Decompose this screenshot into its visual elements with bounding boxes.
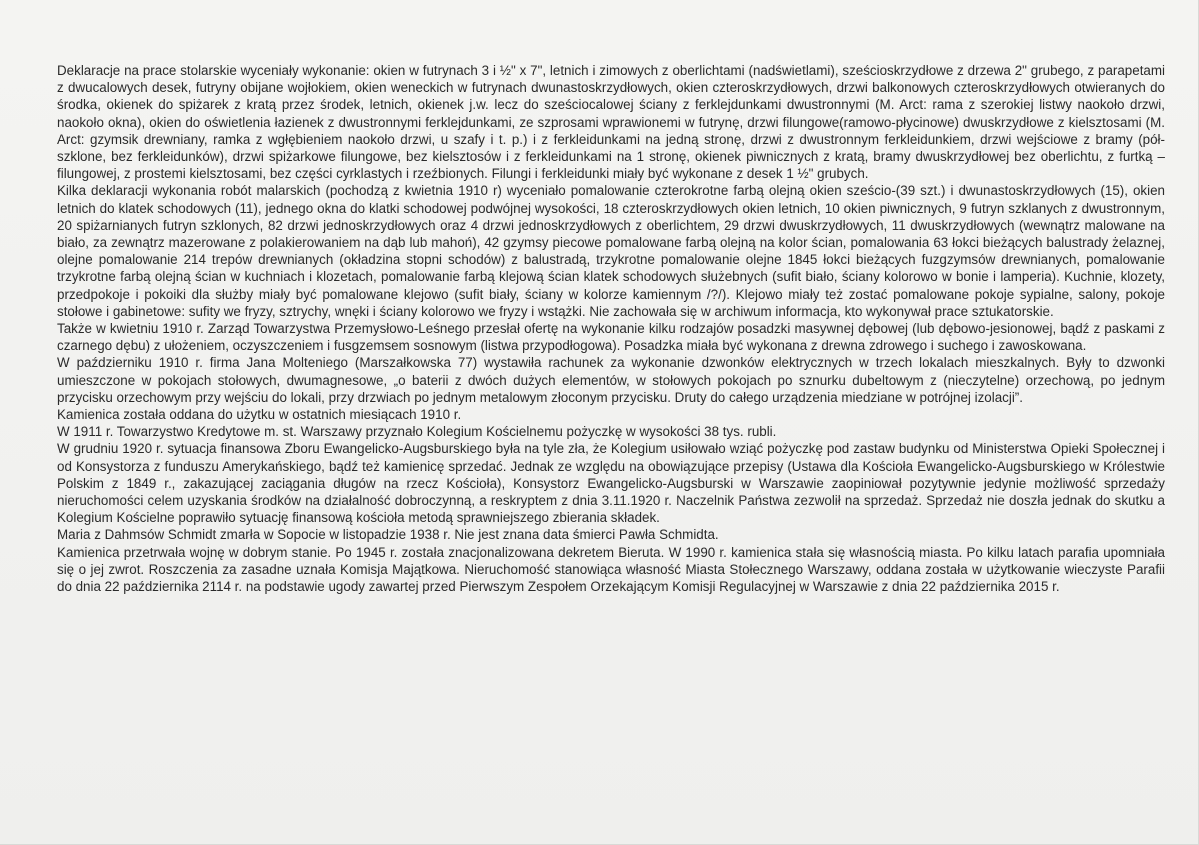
document-body — [57, 62, 1165, 595]
paragraph-painting: Kilka deklaracji wykonania robót malarskich (pochodzą z kwietnia 1910 r) wyceniało pomalowanie czterokrotne farbą olejną okien sześcio-(39 szt.) i dwunastoskrzydłowych (15), okien letnich do klatek schodowych (11), jednego okna do klatki schodowej podwójnej wysokości, 18 czteroskrzydłowych okien letnich, 10 okien piwnicznych, 9 futryn szklanych z dwustronnym, 20 spiżarnianych futryn szklonych, 82 drzwi jednoskrzydłowych oraz 4 drzwi jednoskrzydłowych z oberlichtem, 29 drzwi dwuskrzydłowych, 11 dwuskrzydłowych (wewnątrz malowane na biało, za zewnątrz mazerowane z polakierowaniem na dąb lub mahoń), 42 gzymsy piecowe pomalowane farbą olejną na kolor ścian, pomalowania 63 łokci bieżących balustrady żelaznej, olejne pomalowanie 214 trepów drewnianych (okładzina stopni schodów) z balustradą, trzykrotne pomalowanie olejne 1845 łokci bieżących fuzgzymsów drewnianych, pomalowanie trzykrotne farbą olejną ścian w kuchniach i klozetach, pomalowanie farbą klejową ścian klatek schodowych służebnych (sufit biało, ściany kolorowo w bonie i lamperia). Kuchnie, klozety, przedpokoje i pokoiki dla służby miały być pomalowane klejowo (sufit biały, ściany w kolorze kamiennym /?/). Klejowo miały też zostać pomalowane pokoje sypialne, salony, pokoje stołowe i gabinetowe: sufity we fryzy, sztrychy, wnęki i ściany kolorowo we fryzy i wstążki. Nie zachowała się w archiwum informacja, kto wykonywał prace sztukatorskie. — [57, 183, 1165, 319]
paragraph-electric-bells: W październiku 1910 r. firma Jana Molteniego (Marszałkowska 77) wystawiła rachunek za wykonanie dzwonków elektrycznych w trzech lokalach mieszkalnych. Były to dzwonki umieszczone w pokojach stołowych, dwumagnesowe, „o baterii z dwóch dużych elementów, w stołowych pokojach po sznurku dubeltowym z (nieczytelne) orzechową, po jednym przycisku orzechowym przy wejściu do lokali, przy drzwiach po jednym metalowym złoconym przycisku. Druty do całego urządzenia miedziane w potrójnej izolacji”. — [57, 355, 1165, 405]
paragraph-schmidt: Maria z Dahmsów Schmidt zmarła w Sopocie w listopadzie 1938 r. Nie jest znana data śmierci Pawła Schmidta. — [57, 527, 719, 543]
paragraph-finances-1920: W grudniu 1920 r. sytuacja finansowa Zboru Ewangelicko-Augsburskiego była na tyle zła, że Kolegium usiłowało wziąć pożyczkę pod zastaw budynku od Ministerstwa Opieki Społecznej i od Konsystorza z funduszu Amerykańskiego, bądź też kamienicę sprzedać. Jednak ze względu na obowiązujące przepisy (Ustawa dla Kościoła Ewangelicko-Augsburskiego w Królestwie Polskim z 1849 r., zakazującej zaciągania długów na rzecz Kościoła), Konsystorz Ewangelicko-Augsburski w Warszawie zaopiniował pozytywnie jedynie możliwość sprzedaży nieruchomości celem uzyskania środków na działalność dobroczynną, a reskryptem z dnia 3.11.1920 r. Naczelnik Państwa zezwolił na sprzedaż. Sprzedaż nie doszła jednak do skutku a Kolegium Kościelne poprawiło sytuację finansową kościoła metodą sprawniejszego zbierania składek. — [57, 441, 1165, 526]
paragraph-loan-1911: W 1911 r. Towarzystwo Kredytowe m. st. Warszawy przyznało Kolegium Kościelnemu pożyczkę w wysokości 38 tys. rubli. — [57, 424, 777, 440]
paragraph-flooring: Także w kwietniu 1910 r. Zarząd Towarzystwa Przemysłowo-Leśnego przesłał ofertę na wykonanie kilku rodzajów posadzki masywnej dębowej (lub dębowo-jesionowej, bądź z paskami z czarnego dębu) z ułożeniem, oczyszczeniem i fusgzemsem sosnowym (listwa przypodłogowa). Posadzka miała być wykonana z drewna zdrowego i suchego i zawoskowana. — [57, 321, 1165, 354]
paragraph-completion: Kamienica została oddana do użytku w ostatnich miesiącach 1910 r. — [57, 407, 462, 423]
paragraph-postwar: Kamienica przetrwała wojnę w dobrym stanie. Po 1945 r. została znacjonalizowana dekretem Bieruta. W 1990 r. kamienica stała się własnością miasta. Po kilku latach parafia upomniała się o jej zwrot. Roszczenia za zasadne uznała Komisja Majątkowa. Nieruchomość stanowiąca własność Miasta Stołecznego Warszawy, oddana została w użytkowanie wieczyste Parafii do dnia 22 października 2114 r. na podstawie ugody zawartej przed Pierwszym Zespołem Orzekającym Komisji Regulacyjnej w Warszawie z dnia 22 października 2015 r. — [57, 544, 1165, 595]
paragraph-carpentry: Deklaracje na prace stolarskie wyceniały wykonanie: okien w futrynach 3 i ½" x 7", letnich i zimowych z oberlichtami (nadświetlami), sześcioskrzydłowe z drzewa 2" grubego, z parapetami z dwucalowych desek, futryny obijane wojłokiem, okien weneckich w futrynach dwunastoskrzydłowych, okien czteroskrzydłowych, drzwi balkonowych czteroskrzydłowych otwieranych do środka, okienek do spiżarek z kratą przez środek, letnich, okienek j.w. lecz do sześciocalowej ściany z ferklejdunkami dwustronnymi (M. Arct: rama z szerokiej listwy naokoło drzwi, naokoło okna), okien do oświetlenia łazienek z dwustronnymi ferklejdunkami, ze szprosami wprawionemi w futrynę, drzwi filungowe(ramowo-płycinowe) dwuskrzydłowe z kielsztosami (M. Arct: gzymsik drewniany, ramka z wgłębieniem naokoło drzwi, u szafy i t. p.) i z ferkleidunkami na jedną stronę, drzwi z dwustronnym ferkleidunkiem, drzwi wejściowe z bramy (pół-szklone, bez ferkleidunków), drzwi spiżarkowe filungowe, bez kielsztosów i z ferkleidunkami na 1 stronę, okienek piwnicznych z kratą, bramy dwuskrzydłowej bez oberlichtu, z furtką – filungowej, z prostemi kielsztosami, bez części cyrklastych i rzeźbionych. Filungi i ferkleidunki miały być wykonane z desek 1 ½" grubych. — [57, 63, 1165, 182]
